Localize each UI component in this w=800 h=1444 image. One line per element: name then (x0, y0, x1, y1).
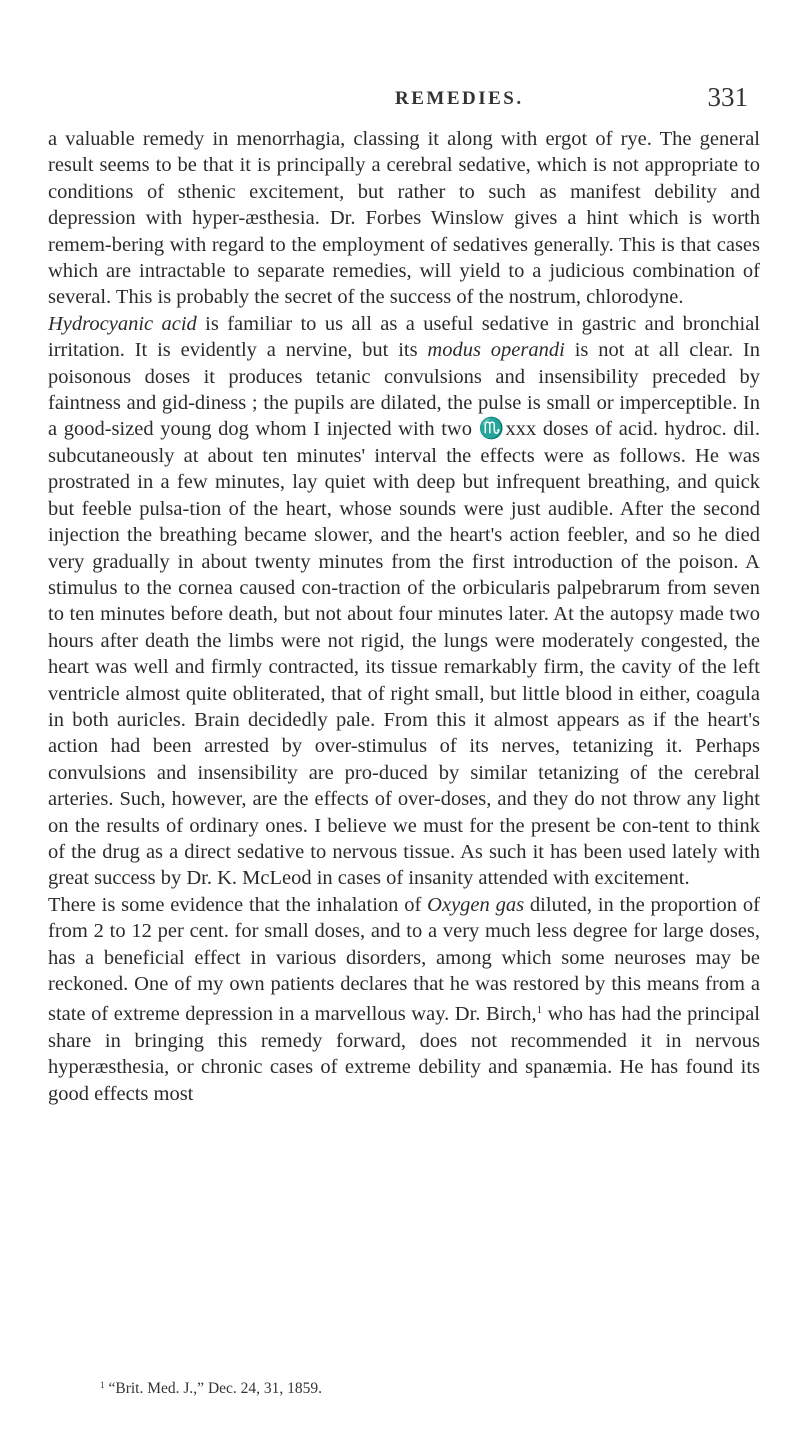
running-header (0, 82, 800, 118)
paragraph-menorrhagia (48, 126, 760, 311)
footnote-reference: 1 (536, 1004, 543, 1017)
term-modus-operandi: modus operandi (427, 339, 565, 362)
page-number: 331 (707, 82, 748, 112)
paragraph-text: a valuable remedy in menorrhagia, classing it along with ergot of rye. The general result seems to be that it is principally a cerebral sedative, which is not appropriate to conditions of sthenic excitement, but rather to such as manifest debility and depression with hyper-æsthesia. Dr. Forbes Winslow gives a hint which is worth remem-bering with regard to the employment of sedatives generally. This is that cases which are intractable to separate remedies, will yield to a judicious combination of several. This is probably the secret of the success of the nostrum, chlorodyne. (48, 128, 760, 309)
footnote-marker: 1 (100, 1380, 105, 1390)
paragraph-text: is not at all clear. In poisonous doses it produces tetanic convulsions and insensibility preceded by faintness and gid-diness ; the pupils are dilated, the pulse is small or imperceptible. In a good-sized young dog whom I injected with two ♏xxx doses of acid. hydroc. dil. subcutaneously at about ten minutes' interval the effects were as follows. He was prostrated in a few minutes, lay quiet with deep but infrequent breathing, and quick but feeble pulsa-tion of the heart, whose sounds were just audible. After the second injection the breathing became slower, and the heart's action feebler, and so he died very gradually in about twenty minutes from the first introduction of the poison. A stimulus to the cornea caused con-traction of the orbicularis palpebrarum from seven to ten minutes before death, but not about four minutes later. At the autopsy made two hours after death the limbs were not rigid, the lungs were moderately congested, the heart was well and firmly contracted, its tissue remarkably firm, the cavity of the left ventricle almost quite obliterated, that of right small, but little blood in either, coagula in both auricles. Brain decidedly pale. From this it almost appears as if the heart's action had been arrested by over-stimulus of its nerves, tetanizing it. Perhaps convulsions and insensibility are pro-duced by similar tetanizing of the cerebral arteries. Such, however, are the effects of over-doses, and they do not throw any light on the results of ordinary ones. I believe we must for the present be con-tent to think of the drug as a direct sedative to nervous tissue. As such it has been used lately with great success by Dr. K. McLeod in cases of insanity attended with excitement. (48, 339, 761, 890)
paragraph-text: diluted, in the proportion of from 2 to 12 per cent. for small doses, and to a very much less degree for large doses, has a beneficial effect in various disorders, among which some neuroses may be reckoned. One of my own patients declares that he was restored by this means from a state of extreme depression in a marvellous way. Dr. Birch, (48, 893, 760, 1026)
paragraph-oxygen-gas (48, 892, 760, 1107)
running-title: REMEDIES. (395, 88, 524, 109)
footnote-text: “Brit. Med. J.,” Dec. 24, 31, 1859. (108, 1380, 323, 1397)
term-hydrocyanic-acid: Hydrocyanic acid (48, 312, 197, 335)
footnote (100, 1380, 760, 1398)
paragraph-text: is familiar to us all as a useful sedative in gastric and bronchial irritation. It is evidently a nervine, but its (48, 312, 760, 362)
paragraph-hydrocyanic-acid (48, 311, 760, 892)
body-text (48, 126, 760, 1107)
paragraph-text: There is some evidence that the inhalation of (48, 893, 428, 916)
paragraph-text: who has had the principal share in bringing this remedy forward, does not recommended it in nervous hyperæsthesia, or chronic cases of extreme debility and spanæmia. He has found its good effects most (48, 1003, 760, 1105)
term-oxygen-gas: Oxygen gas (427, 893, 525, 916)
